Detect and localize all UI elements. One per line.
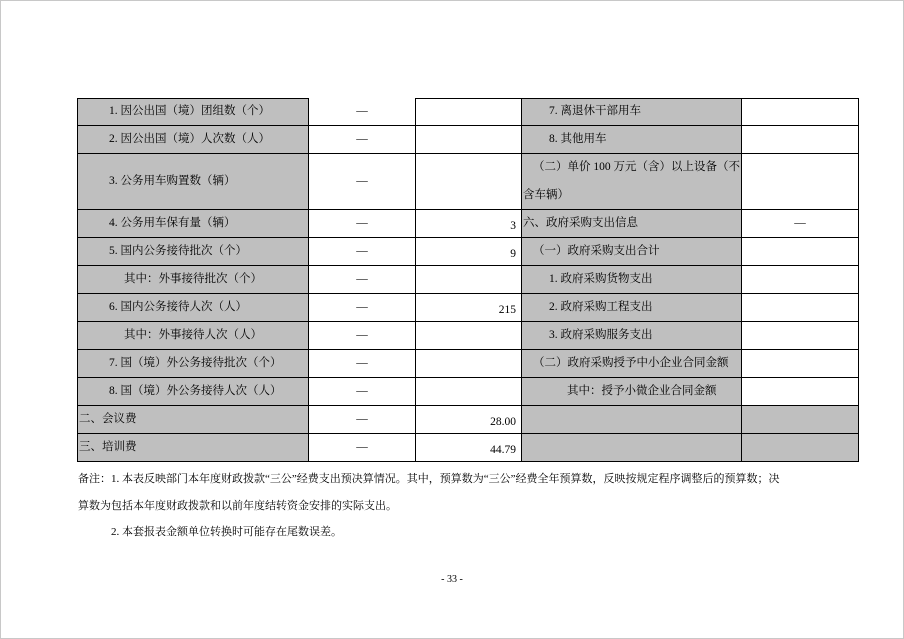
left-item-label: 其中：外事接待批次（个）: [78, 266, 309, 294]
left-item-label: 5. 国内公务接待批次（个）: [78, 238, 309, 266]
right-value-cell: [742, 350, 859, 378]
right-value-cell: [742, 322, 859, 350]
right-value-cell: —: [742, 210, 859, 238]
actual-cell: 9: [416, 238, 522, 266]
budget-cell: —: [309, 378, 416, 406]
left-item-label: 4. 公务用车保有量（辆）: [78, 210, 309, 238]
budget-cell: —: [309, 126, 416, 154]
right-item-label-line: （二）单价 100 万元（含）以上设备（不: [533, 161, 740, 173]
budget-cell: —: [309, 322, 416, 350]
budget-cell: —: [309, 154, 416, 210]
right-item-label: 其中：授予小微企业合同金额: [522, 378, 742, 406]
actual-cell: [416, 98, 522, 126]
budget-cell: —: [309, 210, 416, 238]
expense-table: [77, 98, 859, 462]
actual-cell: [416, 350, 522, 378]
right-item-label: 2. 政府采购工程支出: [522, 294, 742, 322]
right-item-label: [522, 154, 742, 210]
note-line: 算数为包括本年度财政拨款和以前年度结转资金安排的实际支出。: [78, 499, 397, 512]
right-value-cell: [742, 266, 859, 294]
left-item-label: 3. 公务用车购置数（辆）: [78, 154, 309, 210]
right-item-label: [522, 406, 742, 434]
left-item-label: 三、培训费: [78, 434, 309, 462]
actual-cell: [416, 126, 522, 154]
note-line: 备注：1. 本表反映部门本年度财政拨款“三公”经费支出预决算情况。其中，预算数为“三公”经费全年预算数，反映按规定程序调整后的预算数；决: [78, 473, 780, 485]
budget-cell: —: [309, 434, 416, 462]
right-value-cell: [742, 98, 859, 126]
actual-cell: [416, 322, 522, 350]
left-item-label: 8. 国（境）外公务接待人次（人）: [78, 378, 309, 406]
right-item-label-line: 含车辆）: [523, 188, 569, 201]
left-item-label: 2. 因公出国（境）人次数（人）: [78, 126, 309, 154]
actual-cell: 44.79: [416, 434, 522, 462]
budget-cell: —: [309, 98, 416, 126]
right-value-cell: [742, 378, 859, 406]
budget-cell: —: [309, 238, 416, 266]
right-value-cell: [742, 154, 859, 210]
right-item-label: 1. 政府采购货物支出: [522, 266, 742, 294]
actual-cell: [416, 266, 522, 294]
actual-cell: 3: [416, 210, 522, 238]
table-notes: [78, 466, 780, 546]
actual-cell: [416, 378, 522, 406]
right-value-cell: [742, 434, 859, 462]
right-value-cell: [742, 126, 859, 154]
right-item-label: 8. 其他用车: [522, 126, 742, 154]
right-item-label: （二）政府采购授予中小企业合同金额: [522, 350, 742, 378]
right-item-label: 3. 政府采购服务支出: [522, 322, 742, 350]
budget-cell: —: [309, 266, 416, 294]
actual-cell: 28.00: [416, 406, 522, 434]
actual-cell: [416, 154, 522, 210]
note-line: 2. 本套报表金额单位转换时可能存在尾数误差。: [111, 526, 342, 538]
left-item-label: 其中：外事接待人次（人）: [78, 322, 309, 350]
right-item-label: 7. 离退休干部用车: [522, 98, 742, 126]
left-item-label: 二、会议费: [78, 406, 309, 434]
right-item-label: [522, 434, 742, 462]
left-item-label: 7. 国（境）外公务接待批次（个）: [78, 350, 309, 378]
left-item-label: 6. 国内公务接待人次（人）: [78, 294, 309, 322]
right-item-label: 六、政府采购支出信息: [522, 210, 742, 238]
budget-cell: —: [309, 294, 416, 322]
right-item-label: （一）政府采购支出合计: [522, 238, 742, 266]
left-item-label: 1. 因公出国（境）团组数（个）: [78, 98, 309, 126]
right-value-cell: [742, 406, 859, 434]
budget-cell: —: [309, 406, 416, 434]
page-number: - 33 -: [441, 574, 463, 585]
budget-cell: —: [309, 350, 416, 378]
right-value-cell: [742, 238, 859, 266]
actual-cell: 215: [416, 294, 522, 322]
right-value-cell: [742, 294, 859, 322]
